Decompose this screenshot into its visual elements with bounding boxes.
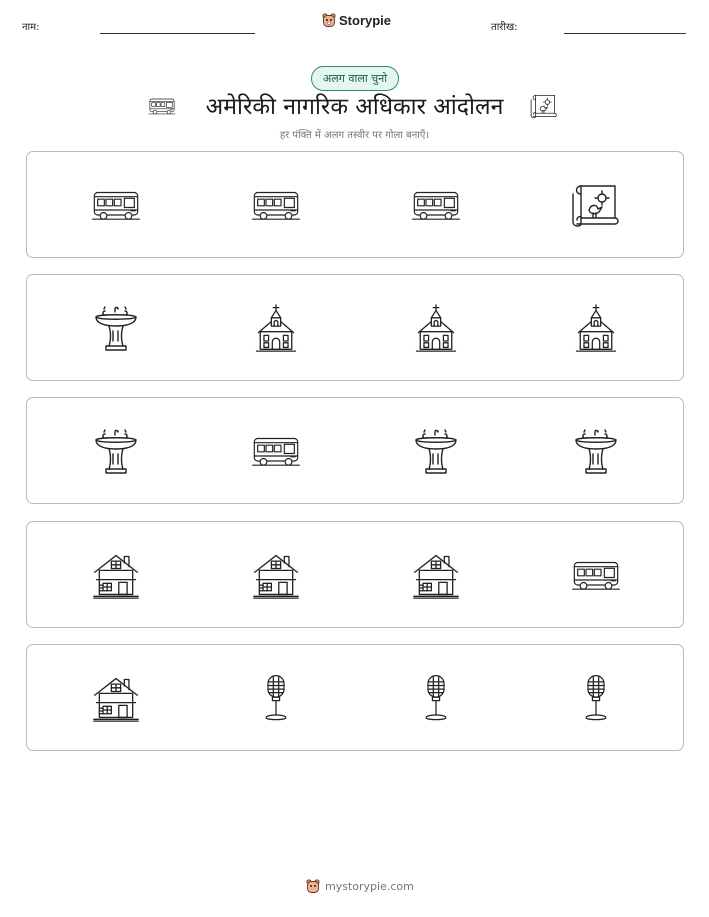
church-icon <box>571 303 621 353</box>
picture-choice[interactable] <box>571 550 621 600</box>
microphone-icon <box>251 673 301 723</box>
fountain-icon <box>571 426 621 476</box>
microphone-icon <box>571 673 621 723</box>
picture-choice[interactable] <box>411 426 461 476</box>
picture-choice[interactable] <box>411 303 461 353</box>
picture-choice[interactable] <box>571 180 621 230</box>
footer <box>306 879 414 894</box>
bus-icon <box>411 180 461 230</box>
picture-choice[interactable] <box>91 550 141 600</box>
bus-icon <box>571 550 621 600</box>
name-label: नाम: <box>22 22 40 33</box>
picture-row <box>26 274 684 381</box>
picture-row <box>26 521 684 628</box>
house-icon <box>251 550 301 600</box>
picture-choice[interactable] <box>411 550 461 600</box>
picture-choice[interactable] <box>251 303 301 353</box>
storypie-mascot-icon <box>322 13 336 28</box>
house-icon <box>91 673 141 723</box>
instruction-text: हर पंक्ति में अलग तस्वीर पर गोला बनाएँ। <box>279 130 430 141</box>
date-label: तारीख: <box>491 22 518 33</box>
page-title: अमेरिकी नागरिक अधिकार आंदोलन <box>205 94 504 120</box>
picture-row <box>26 397 684 504</box>
house-icon <box>91 550 141 600</box>
microphone-icon <box>411 673 461 723</box>
bus-icon <box>251 426 301 476</box>
picture-row <box>26 644 684 751</box>
house-icon <box>411 550 461 600</box>
church-icon <box>251 303 301 353</box>
picture-choice[interactable] <box>571 673 621 723</box>
title-icon-right <box>530 92 558 124</box>
picture-choice[interactable] <box>251 550 301 600</box>
fountain-icon <box>91 426 141 476</box>
name-field[interactable] <box>100 33 255 34</box>
picture-choice[interactable] <box>91 673 141 723</box>
brand-logo <box>322 13 391 28</box>
picture-choice[interactable] <box>571 426 621 476</box>
date-field[interactable] <box>564 33 686 34</box>
bus-icon <box>251 180 301 230</box>
picture-choice[interactable] <box>91 426 141 476</box>
bus-icon <box>91 180 141 230</box>
picture-choice[interactable] <box>251 426 301 476</box>
picture-choice[interactable] <box>571 303 621 353</box>
picture-choice[interactable] <box>411 180 461 230</box>
picture-row <box>26 151 684 258</box>
fountain-icon <box>411 426 461 476</box>
storypie-mascot-icon <box>306 879 320 894</box>
activity-tag: अलग वाला चुनो <box>311 66 399 91</box>
picture-choice[interactable] <box>251 673 301 723</box>
fountain-icon <box>91 303 141 353</box>
picture-choice[interactable] <box>91 303 141 353</box>
picture-choice[interactable] <box>91 180 141 230</box>
scroll-icon <box>571 180 621 230</box>
scroll-icon <box>530 92 558 120</box>
picture-choice[interactable] <box>251 180 301 230</box>
picture-choice[interactable] <box>411 673 461 723</box>
church-icon <box>411 303 461 353</box>
brand-name: Storypie <box>339 13 392 28</box>
footer-site: mystorypie.com <box>325 880 414 893</box>
